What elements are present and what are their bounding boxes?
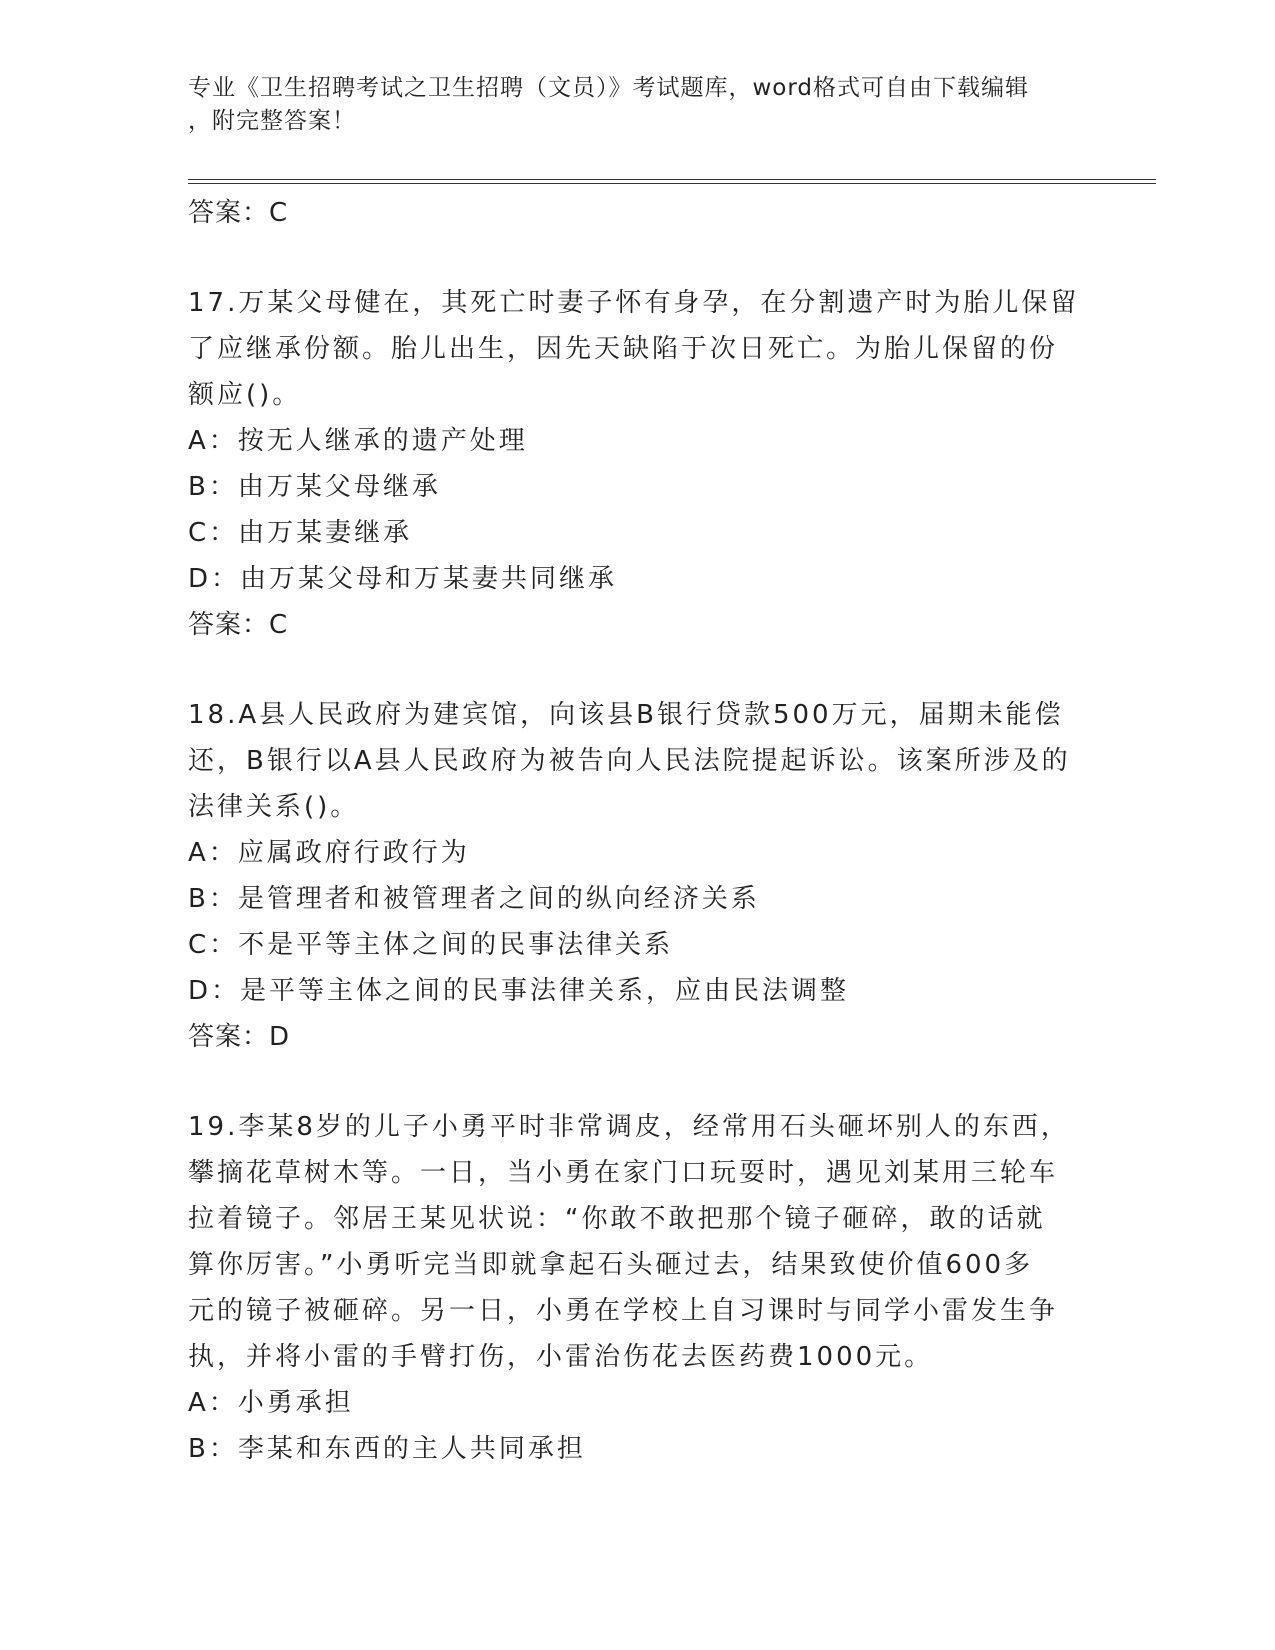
previous-answer: 答案：C (188, 198, 289, 228)
option-c: C：不是平等主体之间的民事法律关系 (188, 930, 674, 960)
question-text-line: 了应继承份额。胎儿出生，因先天缺陷于次日死亡。为胎儿保留的份 (188, 334, 1059, 364)
question-text-line: 19.李某8岁的儿子小勇平时非常调皮，经常用石头砸坏别人的东西， (188, 1112, 1070, 1142)
question-text-line: 17.万某父母健在，其死亡时妻子怀有身孕，在分割遗产时为胎儿保留 (188, 288, 1080, 318)
question-text-line: 法律关系()。 (188, 792, 360, 822)
header-line-2: ，附完整答案！ (188, 108, 356, 134)
option-a: A：按无人继承的遗产处理 (188, 426, 528, 456)
header-line-1: 专业《卫生招聘考试之卫生招聘（文员）》考试题库，word格式可自由下载编辑 (188, 75, 1030, 101)
option-a: A：应属政府行政行为 (188, 838, 470, 868)
question-text-line: 算你厉害。”小勇听完当即就拿起石头砸过去，结果致使价值600多 (188, 1250, 1034, 1280)
question-text-line: 18.A县人民政府为建宾馆，向该县B银行贷款500万元，届期未能偿 (188, 700, 1064, 730)
question-19 (188, 1104, 1088, 1472)
option-b: B：由万某父母继承 (188, 472, 441, 502)
question-text-line: 额应()。 (188, 380, 302, 410)
question-text-line: 元的镜子被砸碎。另一日，小勇在学校上自习课时与同学小雷发生争 (188, 1296, 1059, 1326)
option-d: D：是平等主体之间的民事法律关系，应由民法调整 (188, 976, 850, 1006)
question-17 (188, 280, 1088, 648)
document-body (188, 190, 1088, 1472)
option-b: B：是管理者和被管理者之间的纵向经济关系 (188, 884, 760, 914)
document-header (188, 72, 1088, 138)
answer: 答案：D (188, 1022, 291, 1052)
option-a: A：小勇承担 (188, 1388, 354, 1418)
question-text-line: 执，并将小雷的手臂打伤，小雷治伤花去医药费1000元。 (188, 1342, 934, 1372)
header-rule-top (188, 179, 1156, 180)
question-text-line: 攀摘花草树木等。一日，当小勇在家门口玩耍时，遇见刘某用三轮车 (188, 1158, 1059, 1188)
question-18 (188, 692, 1088, 1060)
option-d: D：由万某父母和万某妻共同继承 (188, 564, 618, 594)
question-text-line: 拉着镜子。邻居王某见状说：“你敢不敢把那个镜子砸碎，敢的话就 (188, 1204, 1046, 1234)
option-b: B：李某和东西的主人共同承担 (188, 1434, 586, 1464)
header-rule-bottom (188, 183, 1156, 184)
answer: 答案：C (188, 610, 289, 640)
option-c: C：由万某妻继承 (188, 518, 413, 548)
question-text-line: 还，B银行以A县人民政府为被告向人民法院提起诉讼。该案所涉及的 (188, 746, 1071, 776)
